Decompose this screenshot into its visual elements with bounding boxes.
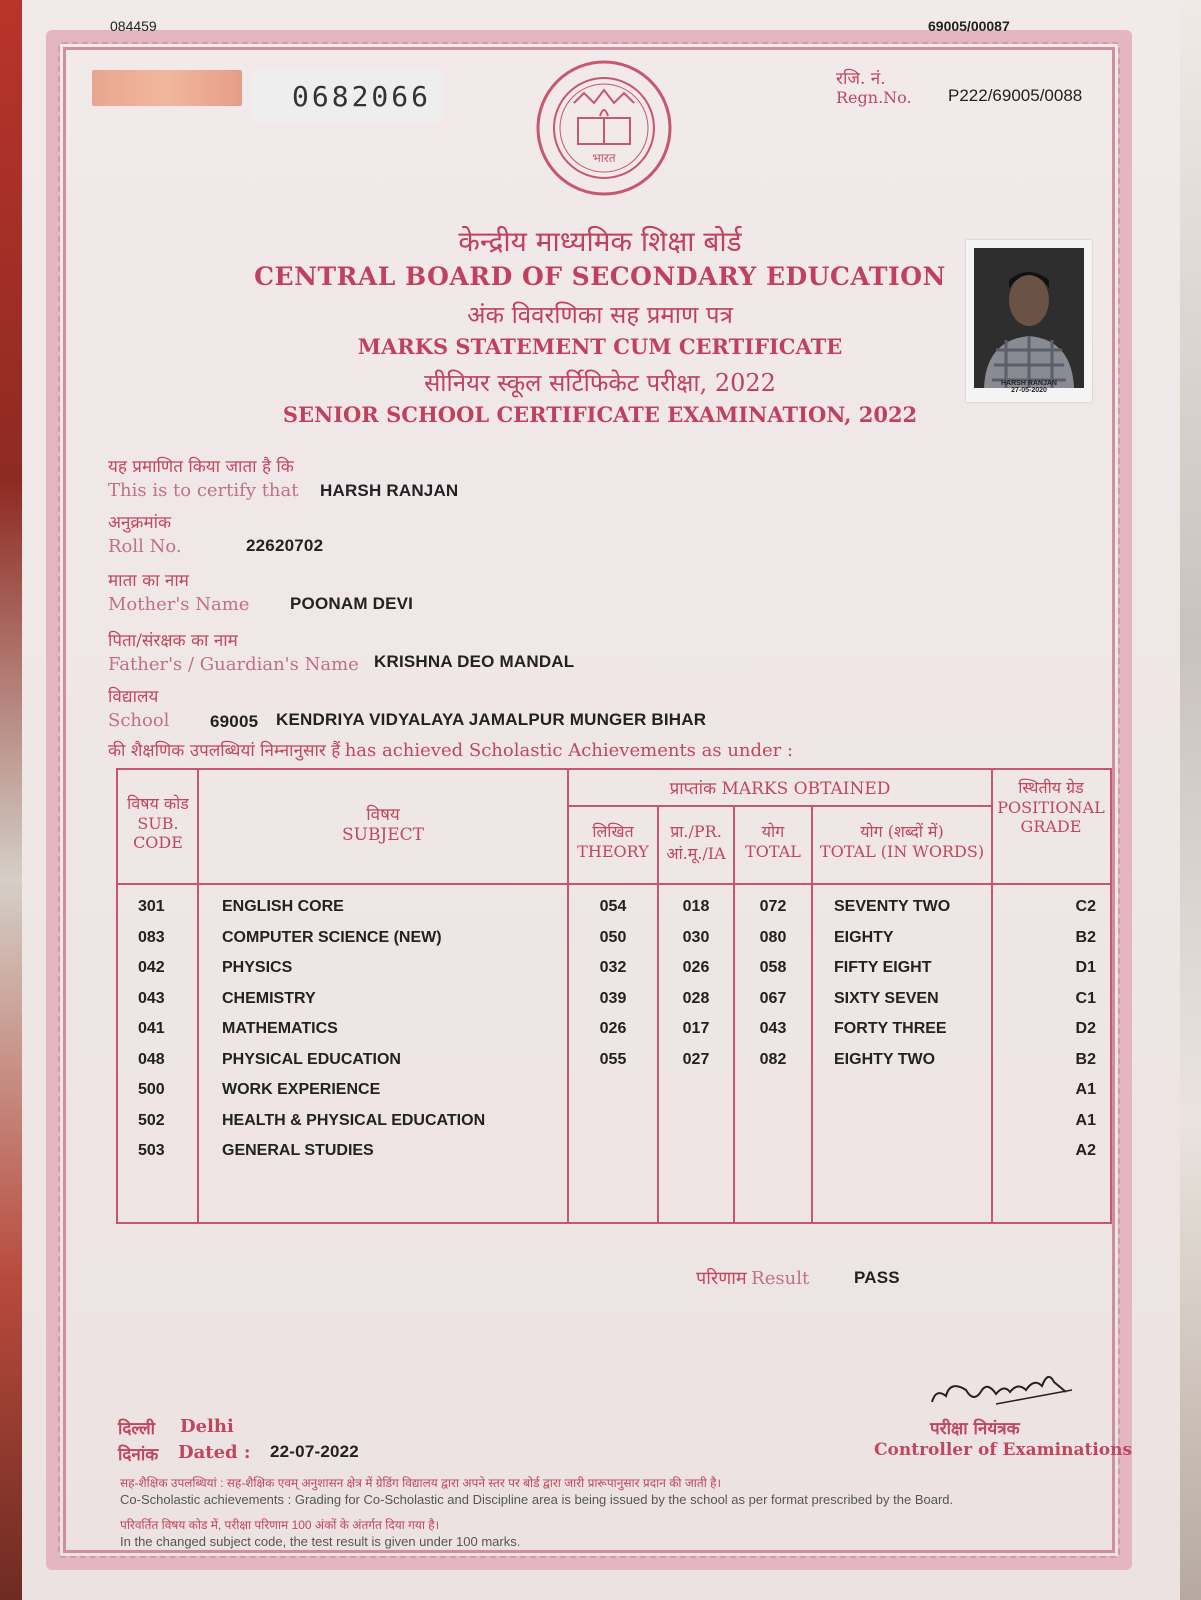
mother-label: Mother's Name <box>108 594 250 615</box>
result-value: PASS <box>854 1268 900 1287</box>
header-practical-pr: प्रा./PR. <box>670 822 722 841</box>
subject-pr-cell: 026 <box>682 959 710 976</box>
roll-label: Roll No. <box>108 536 182 557</box>
header-grade-positional: POSITIONAL <box>997 798 1105 817</box>
board-title-hindi: केन्द्रीय माध्यमिक शिक्षा बोर्ड <box>458 225 742 258</box>
roll-number: 22620702 <box>246 536 324 555</box>
serial-number-right: 69005/00087 <box>928 18 1010 34</box>
father-label: Father's / Guardian's Name <box>108 654 359 675</box>
subject-code-cell: 042 <box>138 959 165 976</box>
issue-date: 22-07-2022 <box>270 1442 359 1461</box>
subject-theory-cell: 032 <box>599 959 627 976</box>
subject-grade-cell: A2 <box>1075 1142 1096 1159</box>
header-grade-grade: GRADE <box>1020 817 1082 836</box>
subject-name-cell: MATHEMATICS <box>222 1020 338 1037</box>
result-label-hindi: परिणाम <box>696 1268 747 1289</box>
footer-note-1-hindi: सह-शैक्षिक उपलब्धियां : सह-शैक्षिक एवम् अनुशासन क्षेत्र में ग्रेडिंग विद्यालय द्वारा अपने स्तर पर बोर्ड द्वारा जारी प्रारूपानुसार प्रदान की जाती है। <box>120 1476 722 1490</box>
subject-total-cell: 082 <box>759 1050 787 1068</box>
achievement-statement-text: has achieved Scholastic Achievements as under : <box>344 740 794 761</box>
exam-title: SENIOR SCHOOL CERTIFICATE EXAMINATION, 2022 <box>282 402 918 427</box>
serial-number-left: 084459 <box>110 18 157 34</box>
subject-name-cell: GENERAL STUDIES <box>222 1142 374 1159</box>
subject-grade-cell: D1 <box>1075 959 1096 976</box>
mother-label-hindi: माता का नाम <box>108 571 189 591</box>
certificate-number: 0682066 <box>292 80 432 113</box>
header-code-sub: SUB. <box>137 814 179 833</box>
subject-words-cell: EIGHTY TWO <box>834 1050 936 1068</box>
header-marks-hindi: प्राप्तांक <box>669 779 717 799</box>
document-title-hindi: अंक विवरणिका सह प्रमाण पत्र <box>467 301 733 329</box>
father-label-hindi: पिता/संरक्षक का नाम <box>108 631 238 651</box>
marks-table <box>116 768 1112 1224</box>
header-marks-en: MARKS OBTAINED <box>721 779 891 799</box>
subject-code-cell: 048 <box>138 1050 165 1068</box>
footer-note-2-hindi: परिवर्तित विषय कोड में, परीक्षा परिणाम 100 अंकों के अंतर्गत दिया गया है। <box>120 1518 440 1532</box>
subject-words-cell: SEVENTY TWO <box>834 898 951 915</box>
subject-name-cell: PHYSICAL EDUCATION <box>222 1050 401 1068</box>
footer-note-1: Co-Scholastic achievements : Grading for Co-Scholastic and Discipline area is being issued by the school as per format prescribed by the Board. <box>120 1492 954 1507</box>
header-subject-en: SUBJECT <box>341 825 425 845</box>
subject-pr-cell: 017 <box>682 1020 710 1037</box>
header-practical-ia: आं.मू./IA <box>666 844 726 863</box>
student-portrait-icon <box>966 240 1092 402</box>
subject-total-cell: 072 <box>759 898 787 915</box>
subject-grade-cell: A1 <box>1075 1111 1096 1129</box>
subject-code-cell: 041 <box>138 1020 165 1037</box>
subject-pr-cell: 018 <box>682 898 710 915</box>
header-grade-hindi: स्थितीय ग्रेड <box>1018 778 1084 797</box>
subject-name-cell: COMPUTER SCIENCE (NEW) <box>222 928 442 946</box>
subject-total-cell: 080 <box>759 928 787 946</box>
school-label-hindi: विद्यालय <box>108 687 159 707</box>
subject-words-cell: FORTY THREE <box>834 1020 947 1037</box>
header-total-words <box>812 820 992 861</box>
redacted-sticker <box>92 70 242 106</box>
subject-words-cell: FIFTY EIGHT <box>834 959 932 976</box>
subject-theory-cell: 054 <box>599 898 627 915</box>
header-total-words-en: TOTAL (IN WORDS) <box>819 842 985 861</box>
photo-caption-date: 27-05-2020 <box>1011 387 1047 394</box>
cbse-seal-icon <box>534 58 674 198</box>
school-name: KENDRIYA VIDYALAYA JAMALPUR MUNGER BIHAR <box>276 710 707 729</box>
subject-code-cell: 502 <box>138 1111 165 1129</box>
registration-number: P222/69005/0088 <box>948 86 1083 105</box>
student-photo <box>966 240 1092 402</box>
photo-caption <box>972 380 1086 394</box>
subject-grade-cell: B2 <box>1075 928 1096 946</box>
school-code: 69005 <box>210 712 259 731</box>
subject-code-cell: 043 <box>138 989 165 1007</box>
subject-grade-cell: C2 <box>1075 898 1096 915</box>
header-theory-hindi: लिखित <box>592 822 634 841</box>
footer-note-2: In the changed subject code, the test result is given under 100 marks. <box>120 1534 521 1549</box>
exam-title-hindi: सीनियर स्कूल सर्टिफिकेट परीक्षा, 2022 <box>424 369 776 397</box>
controller-title: Controller of Examinations <box>874 1440 1133 1460</box>
header-subject-hindi: विषय <box>366 805 400 825</box>
subject-grade-cell: D2 <box>1075 1020 1096 1037</box>
dated-label-hindi: दिनांक <box>118 1445 159 1465</box>
header-total <box>734 820 812 861</box>
subject-grade-cell: A1 <box>1075 1081 1096 1098</box>
header-code-code: CODE <box>133 833 183 852</box>
subject-grade-cell: B2 <box>1075 1050 1096 1068</box>
subject-pr-cell: 028 <box>682 989 710 1007</box>
subject-theory-cell: 039 <box>599 989 627 1007</box>
document-title: MARKS STATEMENT CUM CERTIFICATE <box>357 334 843 359</box>
subject-words-cell: EIGHTY <box>834 928 894 946</box>
student-name: HARSH RANJAN <box>320 481 459 500</box>
subject-code-cell: 503 <box>138 1142 165 1159</box>
header-code-hindi: विषय कोड <box>127 794 189 813</box>
subject-theory-cell: 055 <box>599 1050 627 1068</box>
registration-label: Regn.No. <box>836 88 912 107</box>
header-code <box>118 792 198 852</box>
father-name: KRISHNA DEO MANDAL <box>374 652 575 671</box>
board-title: CENTRAL BOARD OF SECONDARY EDUCATION <box>254 262 946 291</box>
header-theory-en: THEORY <box>577 842 649 861</box>
subject-total-cell: 043 <box>759 1020 787 1037</box>
subject-code-cell: 083 <box>138 928 165 946</box>
certify-label: This is to certify that <box>108 480 299 501</box>
header-marks <box>568 776 992 799</box>
subject-name-cell: WORK EXPERIENCE <box>222 1081 381 1098</box>
subject-total-cell: 067 <box>759 989 787 1007</box>
subject-grade-cell: C1 <box>1075 989 1096 1007</box>
subject-pr-cell: 030 <box>682 928 710 946</box>
signature-icon <box>926 1360 1076 1420</box>
header-subject <box>198 802 568 845</box>
subject-theory-cell: 050 <box>599 928 627 946</box>
header-total-words-hindi: योग (शब्दों में) <box>860 822 944 841</box>
header-theory <box>568 820 658 861</box>
certify-label-hindi: यह प्रमाणित किया जाता है कि <box>108 457 294 477</box>
achievement-statement-hindi: की शैक्षणिक उपलब्धियां निम्नानुसार हैं <box>108 741 341 761</box>
subject-total-cell: 058 <box>759 959 787 976</box>
subject-name-cell: CHEMISTRY <box>222 989 316 1007</box>
subject-name-cell: HEALTH & PHYSICAL EDUCATION <box>222 1111 486 1129</box>
header-grade <box>992 776 1110 836</box>
subject-words-cell: SIXTY SEVEN <box>834 989 939 1007</box>
school-label: School <box>108 710 170 731</box>
dated-label: Dated : <box>178 1442 251 1463</box>
roll-label-hindi: अनुक्रमांक <box>108 513 172 533</box>
header-total-hindi: योग <box>761 822 785 841</box>
registration-label-hindi: रजि. नं. <box>836 69 886 89</box>
header-practical <box>658 820 734 864</box>
seal-text: भारत <box>592 151 616 165</box>
subject-theory-cell: 026 <box>599 1020 627 1037</box>
achievement-statement <box>108 738 793 761</box>
photo-caption-name: HARSH RANJAN <box>1000 380 1057 387</box>
subject-code-cell: 500 <box>138 1081 165 1098</box>
subject-name-cell: PHYSICS <box>222 959 293 976</box>
result-line <box>696 1266 809 1290</box>
result-label: Result <box>751 1268 810 1289</box>
subject-pr-cell: 027 <box>682 1050 710 1068</box>
header-total-en: TOTAL <box>745 842 801 861</box>
place-english: Delhi <box>180 1416 234 1437</box>
mother-name: POONAM DEVI <box>290 594 414 613</box>
subject-code-cell: 301 <box>138 898 165 915</box>
controller-hindi: परीक्षा नियंत्रक <box>930 1419 1020 1439</box>
subject-name-cell: ENGLISH CORE <box>222 898 344 915</box>
place-hindi: दिल्ली <box>118 1419 156 1439</box>
